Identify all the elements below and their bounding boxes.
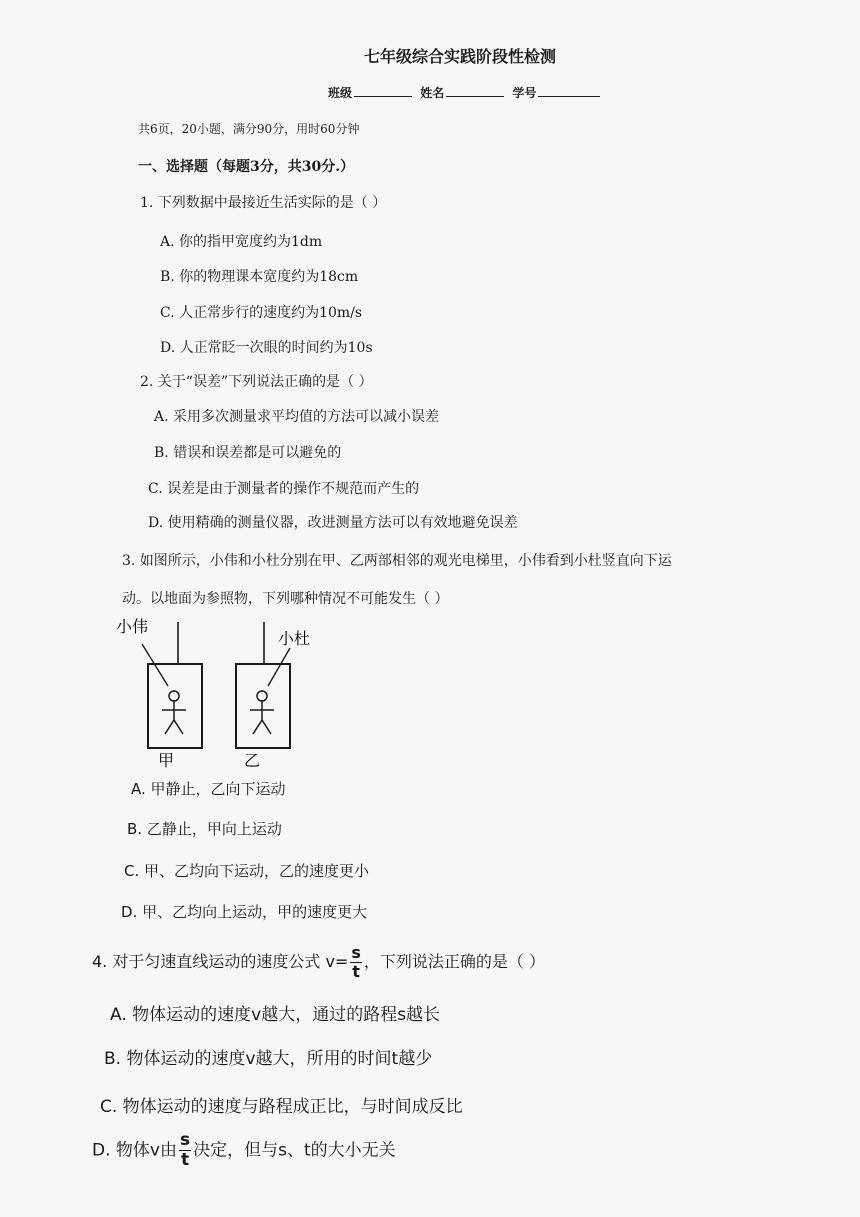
q4-option-b: B. 物体运动的速度v越大，所用的时间t越少: [104, 1049, 433, 1069]
page-title: 七年级综合实践阶段性检测: [363, 47, 556, 66]
student-info-line: [328, 84, 604, 101]
label-yi: 乙: [244, 751, 261, 770]
exam-meta: 共6页，20小题，满分90分，用时60分钟: [138, 122, 360, 136]
section-title: 一、选择题（每题3分，共30分.）: [138, 159, 355, 175]
fraction-denominator: t: [352, 962, 360, 981]
label-xiaodu: 小杜: [278, 629, 311, 648]
optd-fraction: [179, 1132, 191, 1169]
elevator-figure: [110, 612, 350, 772]
id-blank: [538, 84, 600, 97]
label-xiaowei: 小伟: [116, 617, 149, 636]
elevator-jia: [148, 664, 202, 748]
speed-formula-fraction: [350, 945, 362, 980]
q4-stem-before: 4. 对于匀速直线运动的速度公式 v=: [92, 952, 349, 971]
q4-option-c: C. 物体运动的速度与路程成正比，与时间成反比: [100, 1097, 463, 1117]
q4-option-d: [92, 1132, 396, 1169]
q3-option-a: A. 甲静止，乙向下运动: [131, 780, 286, 798]
q2-option-c: C. 误差是由于测量者的操作不规范而产生的: [148, 481, 420, 497]
name-label: 姓名: [420, 86, 445, 100]
label-jia: 甲: [158, 751, 175, 770]
person-xiaowei-icon: [162, 691, 186, 734]
question-3-stem-line1: 3. 如图所示，小伟和小杜分别在甲、乙两部相邻的观光电梯里，小伟看到小杜竖直向下运: [122, 553, 672, 569]
q3-option-c: C. 甲、乙均向下运动，乙的速度更小: [124, 862, 370, 880]
optd-fraction-denominator: t: [180, 1150, 190, 1170]
q1-option-c: C. 人正常步行的速度约为10m/s: [160, 305, 363, 321]
question-4-stem: [92, 945, 545, 980]
pointer-xiaodu: [268, 648, 290, 686]
q1-option-a: A. 你的指甲宽度约为1dm: [160, 234, 323, 250]
class-blank: [354, 84, 412, 97]
question-2-stem: 2. 关于“误差”下列说法正确的是（ ）: [140, 374, 373, 390]
person-xiaodu-icon: [250, 691, 274, 734]
q1-option-d: D. 人正常眨一次眼的时间约为10s: [160, 340, 373, 356]
elevator-yi: [236, 664, 290, 748]
name-blank: [446, 84, 504, 97]
optd-fraction-numerator: s: [179, 1130, 191, 1150]
id-label: 学号: [512, 86, 537, 100]
q2-option-a: A. 采用多次测量求平均值的方法可以减小误差: [154, 409, 440, 425]
fraction-numerator: s: [351, 943, 361, 962]
q4-option-a: A. 物体运动的速度v越大，通过的路程s越长: [110, 1005, 441, 1025]
q2-option-d: D. 使用精确的测量仪器，改进测量方法可以有效地避免误差: [148, 515, 518, 531]
q4-optd-after: 决定，但与s、t的大小无关: [193, 1140, 396, 1161]
q4-optd-before: D. 物体v由: [92, 1140, 177, 1161]
q3-option-d: D. 甲、乙均向上运动，甲的速度更大: [121, 903, 368, 921]
class-label: 班级: [328, 86, 353, 100]
question-3-stem-line2: 动。以地面为参照物，下列哪种情况不可能发生（ ）: [122, 591, 449, 607]
q2-option-b: B. 错误和误差都是可以避免的: [154, 445, 342, 461]
question-1-stem: 1. 下列数据中最接近生活实际的是（ ）: [140, 195, 387, 211]
q1-option-b: B. 你的物理课本宽度约为18cm: [160, 269, 359, 285]
q3-option-b: B. 乙静止，甲向上运动: [127, 820, 282, 838]
q4-stem-after: ，下列说法正确的是（ ）: [363, 952, 545, 971]
